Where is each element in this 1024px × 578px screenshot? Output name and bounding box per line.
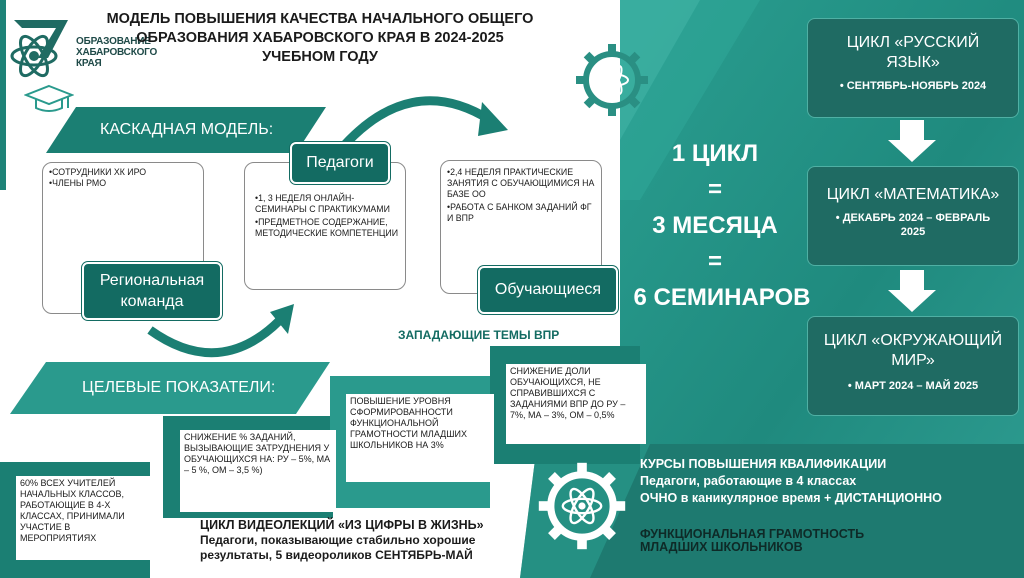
page-title: МОДЕЛЬ ПОВЫШЕНИЯ КАЧЕСТВА НАЧАЛЬНОГО ОБЩЕГО ОБРАЗОВАНИЯ ХАБАРОВСКОГО КРАЯ В 2024-2025 УЧЕБНОМ ГОДУ: [106, 11, 534, 65]
students-item: •2,4 НЕДЕЛЯ ПРАКТИЧЕСКИЕ ЗАНЯТИЯ С ОБУЧАЮЩИМИСЯ НА БАЗЕ ОО: [447, 167, 595, 199]
equation-line3: 6 СЕМИНАРОВ: [633, 284, 811, 311]
students-label: Обучающиеся: [478, 266, 618, 314]
weak-topics-heading: ЗАПАДАЮЩИЕ ТЕМЫ ВПР: [398, 328, 560, 342]
courses-block: [640, 456, 942, 507]
courses-line2: Педагоги, работающие в 4 классах: [640, 474, 857, 488]
regional-item: •ЧЛЕНЫ РМО: [49, 178, 107, 188]
courses-title: КУРСЫ ПОВЫШЕНИЯ КВАЛИФИКАЦИИ: [640, 457, 887, 471]
gear-atom-icon: [572, 40, 652, 120]
teachers-item: •1, 3 НЕДЕЛЯ ОНЛАЙН-СЕМИНАРЫ С ПРАКТИКУМАМИ: [255, 193, 390, 214]
down-arrow-icon: [888, 120, 936, 162]
equation-eq1: =: [707, 176, 722, 203]
cycle-box-russian: ЦИКЛ «РУССКИЙ ЯЗЫК» • СЕНТЯБРЬ-НОЯБРЬ 2024: [807, 18, 1019, 118]
logo-atom-icon: [8, 18, 74, 84]
target-box-1: 60% ВСЕХ УЧИТЕЛЕЙ НАЧАЛЬНЫХ КЛАССОВ, РАБОТАЮЩИЕ В 4-Х КЛАССАХ, ПРИНИМАЛИ УЧАСТИЕ В МЕРОПРИЯТИЯХ: [16, 476, 152, 560]
video-lectures: ЦИКЛ ВИДЕОЛЕКЦИЙ «ИЗ ЦИФРЫ В ЖИЗНЬ» Педагоги, показывающие стабильно хорошие результаты, 5 видеороликов СЕНТЯБРЬ-МАЙ: [200, 518, 484, 562]
cascade-banner: КАСКАДНАЯ МОДЕЛЬ:: [100, 121, 274, 138]
target-box-2: СНИЖЕНИЕ % ЗАДАНИЙ, ВЫЗЫВАЮЩИЕ ЗАТРУДНЕНИЯ У ОБУЧАЮЩИХСЯ НА: РУ – 5%, МА – 5 %, ОМ – 3,5 %): [180, 430, 336, 512]
equation-line2: 3 МЕСЯЦА: [652, 212, 778, 239]
equation-line1: 1 ЦИКЛ: [671, 140, 759, 167]
regional-item: •СОТРУДНИКИ ХК ИРО: [49, 167, 147, 177]
targets-banner: ЦЕЛЕВЫЕ ПОКАЗАТЕЛИ:: [82, 379, 276, 396]
gear-atom-icon: [534, 458, 630, 554]
courses-line3: ОЧНО в каникулярное время + ДИСТАНЦИОННО: [640, 491, 942, 505]
cycle-box-world: ЦИКЛ «ОКРУЖАЮЩИЙ МИР» • МАРТ 2024 – МАЙ 2025: [807, 316, 1019, 416]
logo-text: ОБРАЗОВАНИЕ ХАБАРОВСКОГО КРАЯ: [76, 36, 158, 69]
regional-team-label: Региональная команда: [82, 262, 222, 320]
target-box-3: ПОВЫШЕНИЕ УРОВНЯ СФОРМИРОВАННОСТИ ФУНКЦИОНАЛЬНОЙ ГРАМОТНОСТИ МЛАДШИХ ШКОЛЬНИКОВ НА 3%: [346, 394, 494, 482]
teachers-label: Педагоги: [290, 142, 390, 184]
target-box-4: СНИЖЕНИЕ ДОЛИ ОБУЧАЮЩИХСЯ, НЕ СПРАВИВШИХСЯ С ЗАДАНИЯМИ ВПР ДО РУ – 7%, МА – 3%, ОМ – 0,5%: [506, 364, 646, 444]
cycle-box-math: ЦИКЛ «МАТЕМАТИКА» • ДЕКАБРЬ 2024 – ФЕВРАЛЬ 2025: [807, 166, 1019, 266]
equation-eq2: =: [707, 248, 722, 275]
down-arrow-icon: [888, 270, 936, 312]
students-item: •РАБОТА С БАНКОМ ЗАДАНИЙ ФГ И ВПР: [447, 202, 592, 223]
courses-subtitle: ФУНКЦИОНАЛЬНАЯ ГРАМОТНОСТЬ МЛАДШИХ ШКОЛЬНИКОВ: [640, 527, 865, 554]
teachers-item: •ПРЕДМЕТНОЕ СОДЕРЖАНИЕ, МЕТОДИЧЕСКИЕ КОМПЕТЕНЦИИ: [255, 217, 399, 238]
